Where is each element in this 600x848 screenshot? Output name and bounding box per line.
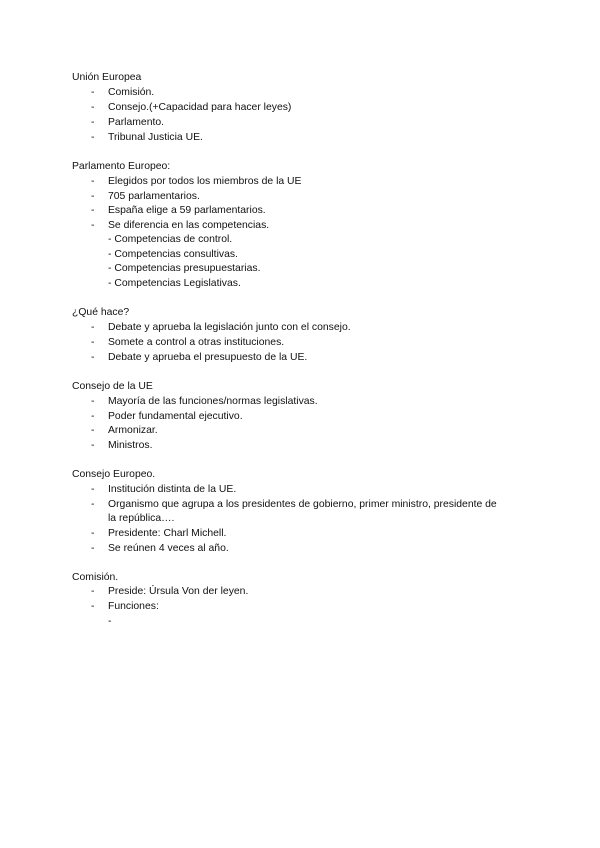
bullet-dash: - xyxy=(91,440,95,451)
bullet-dash: - xyxy=(91,484,95,495)
section-title-consejo-ue: Consejo de la UE xyxy=(72,381,153,392)
list-item: Consejo.(+Capacidad para hacer leyes) xyxy=(108,102,292,113)
list-item: Funciones: xyxy=(108,601,159,612)
list-item: Tribunal Justicia UE. xyxy=(108,132,203,143)
list-item: Preside: Úrsula Von der leyen. xyxy=(108,586,249,597)
bullet-dash: - xyxy=(91,425,95,436)
list-item: Mayoría de las funciones/normas legislativas. xyxy=(108,396,318,407)
list-item: Armonizar. xyxy=(108,425,158,436)
list-item: Somete a control a otras instituciones. xyxy=(108,337,285,348)
sub-list-item: - Competencias presupuestarias. xyxy=(108,263,261,274)
bullet-dash: - xyxy=(91,528,95,539)
bullet-dash: - xyxy=(91,132,95,143)
list-item: Se diferencia en las competencias. xyxy=(108,220,270,231)
bullet-dash: - xyxy=(91,543,95,554)
section-title-comision: Comisión. xyxy=(72,572,119,583)
bullet-dash: - xyxy=(91,601,95,612)
section-title-que-hace: ¿Qué hace? xyxy=(72,307,130,318)
list-item: Debate y aprueba la legislación junto con el consejo. xyxy=(108,322,351,333)
bullet-dash: - xyxy=(91,191,95,202)
list-item: Comisión. xyxy=(108,87,155,98)
section-title-consejo-europeo: Consejo Europeo. xyxy=(72,469,156,480)
list-item: Institución distinta de la UE. xyxy=(108,484,237,495)
section-title-parlamento-europeo: Parlamento Europeo: xyxy=(72,161,171,172)
empty-sub-bullet: - xyxy=(108,616,112,627)
bullet-dash: - xyxy=(91,102,95,113)
bullet-dash: - xyxy=(91,117,95,128)
bullet-dash: - xyxy=(91,220,95,231)
sub-list-item: - Competencias Legislativas. xyxy=(108,278,241,289)
list-item: Ministros. xyxy=(108,440,153,451)
list-item: Elegidos por todos los miembros de la UE xyxy=(108,176,302,187)
section-title-union-europea: Unión Europea xyxy=(72,72,142,83)
list-item-continuation: la república…. xyxy=(108,513,175,524)
bullet-dash: - xyxy=(91,87,95,98)
sub-list-item: - Competencias de control. xyxy=(108,234,233,245)
list-item: 705 parlamentarios. xyxy=(108,191,200,202)
bullet-dash: - xyxy=(91,586,95,597)
bullet-dash: - xyxy=(91,396,95,407)
list-item: España elige a 59 parlamentarios. xyxy=(108,205,266,216)
list-item: Presidente: Charl Michell. xyxy=(108,528,227,539)
bullet-dash: - xyxy=(91,499,95,510)
list-item: Debate y aprueba el presupuesto de la UE. xyxy=(108,352,308,363)
bullet-dash: - xyxy=(91,176,95,187)
bullet-dash: - xyxy=(91,322,95,333)
bullet-dash: - xyxy=(91,411,95,422)
bullet-dash: - xyxy=(91,205,95,216)
bullet-dash: - xyxy=(91,352,95,363)
sub-list-item: - Competencias consultivas. xyxy=(108,249,238,260)
list-item: Poder fundamental ejecutivo. xyxy=(108,411,243,422)
list-item: Organismo que agrupa a los presidentes de gobierno, primer ministro, presidente de xyxy=(108,499,497,510)
bullet-dash: - xyxy=(91,337,95,348)
list-item: Se reúnen 4 veces al año. xyxy=(108,543,229,554)
list-item: Parlamento. xyxy=(108,117,165,128)
